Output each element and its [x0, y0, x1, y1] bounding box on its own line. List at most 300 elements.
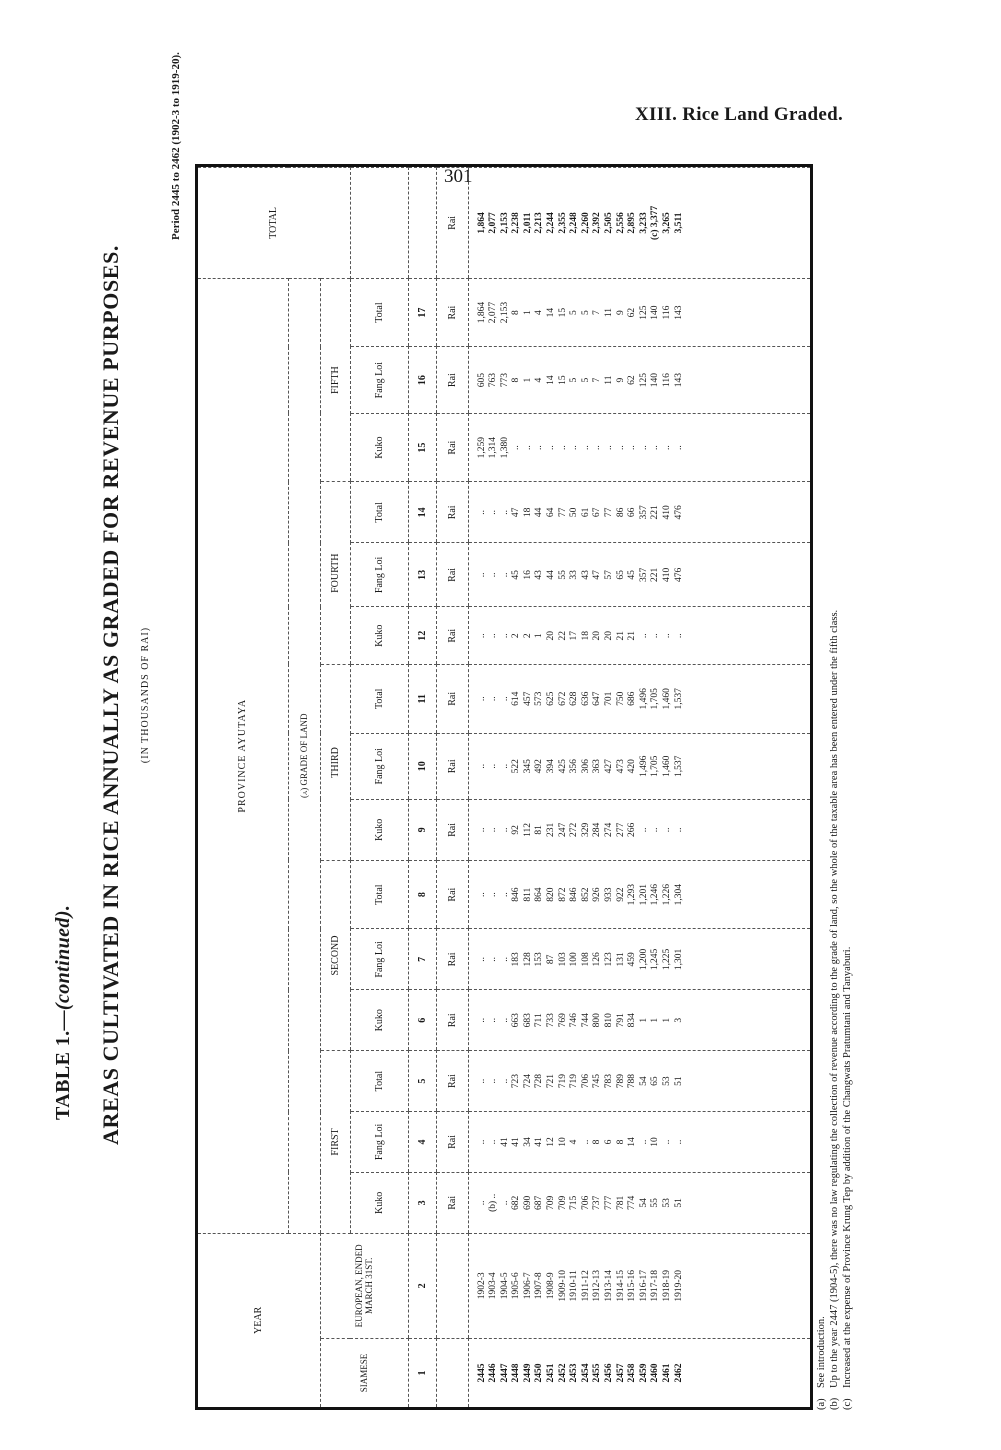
table-cell: 706: [580, 1195, 591, 1210]
table-cell: 1,460: [662, 688, 672, 710]
table-cell: 789: [615, 1073, 626, 1089]
table-cell: 67: [592, 507, 603, 518]
table-cell: ..: [580, 445, 591, 450]
table-cell: 1912-13: [592, 1269, 603, 1302]
unit-label: Rai: [436, 1051, 468, 1112]
column-number-row: [408, 168, 436, 1408]
table-cell: 1,226: [662, 883, 672, 906]
sub-total: Total: [350, 860, 408, 929]
table-cell: 2,077: [488, 301, 499, 324]
table-cell: ..: [476, 633, 487, 639]
table-cell: 410: [662, 567, 672, 582]
table-cell: 769: [557, 1013, 568, 1028]
table-cell: 788: [627, 1073, 638, 1089]
table-cell: ..: [557, 445, 568, 450]
table-cell: 733: [546, 1013, 557, 1028]
column-number: 11: [408, 664, 436, 733]
column-number: 5: [408, 1051, 436, 1112]
table-cell: 1: [534, 633, 545, 639]
sub-total: Total: [350, 278, 408, 347]
grade-fifth-heading: FIFTH: [320, 278, 350, 482]
table-cell: ..: [638, 445, 649, 450]
page-header: XIII. Rice Land Graded.: [634, 104, 843, 125]
sub-fang-loi: Fang Loi: [350, 1112, 408, 1173]
table-cell: ..: [650, 445, 661, 450]
period-note: Period 2445 to 2462 (1902-3 to 1919-20).: [170, 52, 182, 240]
table-cell: 2462: [673, 1363, 684, 1383]
table-cell: 18: [580, 630, 591, 641]
column-number: 10: [408, 733, 436, 799]
table-cell: ..: [476, 763, 487, 769]
column-number: 16: [408, 347, 436, 413]
table-cell: 77: [557, 507, 568, 518]
table-cell: ..: [499, 763, 510, 769]
table-cell: ..: [499, 1017, 510, 1023]
table-cell: 724: [522, 1073, 533, 1089]
table-cell: 820: [546, 887, 557, 902]
table-cell: 14: [627, 1137, 638, 1147]
table-cell: 926: [592, 887, 603, 902]
table-cell: 123: [604, 952, 615, 967]
sub-kuko: Kuko: [350, 799, 408, 860]
table-cell: 763: [488, 373, 499, 388]
table-cell: ..: [476, 957, 487, 962]
table-cell: 128: [522, 952, 533, 967]
table-cell: 1904-5: [499, 1272, 510, 1300]
table-cell: 711: [534, 1013, 545, 1028]
table-cell: 2: [522, 633, 533, 639]
table-cell: ..: [673, 445, 684, 450]
table-cell: 62: [627, 375, 638, 385]
table-cell: ..: [534, 445, 545, 450]
table-cell: 721: [546, 1073, 557, 1089]
table-cell: 47: [592, 570, 603, 580]
table-cell: 811: [522, 887, 533, 902]
fifth-fang-loi-column: [468, 347, 810, 413]
table-cell: 690: [522, 1195, 533, 1210]
table-cell: ..: [650, 633, 661, 639]
table-cell: ..: [673, 1139, 684, 1145]
table-cell: 277: [615, 822, 626, 838]
table-cell: 272: [569, 822, 580, 838]
table-cell: 773: [499, 373, 510, 388]
table-cell: 41: [534, 1137, 545, 1147]
table-cell: 2,392: [592, 212, 603, 234]
table-cell: 2,153: [499, 212, 510, 234]
table-cell: 22: [557, 630, 568, 641]
table-cell: 131: [615, 952, 626, 967]
column-number: 7: [408, 929, 436, 990]
table-cell: 783: [604, 1073, 615, 1089]
table-cell: 476: [673, 505, 684, 520]
table-cell: 2,260: [580, 212, 591, 234]
table-cell: 53: [662, 1198, 672, 1208]
table-cell: ..: [662, 445, 672, 450]
table-cell: 357: [638, 505, 649, 520]
table-cell: 125: [638, 373, 649, 388]
table-cell: 1,314: [488, 436, 499, 459]
table-cell: 2,895: [627, 212, 638, 234]
table-cell: 1,705: [650, 755, 661, 777]
table-cell: 2448: [511, 1363, 522, 1383]
table-cell: 1,301: [673, 948, 684, 971]
table-cell: ..: [488, 696, 499, 702]
table-cell: 2,238: [511, 212, 522, 234]
table-cell: 1,259: [476, 436, 487, 459]
unit-label: Rai: [436, 990, 468, 1051]
table-cell: 459: [627, 952, 638, 967]
units-note: (IN THOUSANDS OF RAI): [140, 626, 151, 764]
fourth-total-column: [468, 482, 810, 543]
table-cell: 810: [604, 1013, 615, 1028]
table-cell: 2456: [604, 1363, 615, 1383]
table-cell: 47: [511, 507, 522, 518]
table-cell: ..: [499, 1078, 510, 1084]
sub-fang-loi: Fang Loi: [350, 543, 408, 607]
table-cell: 1914-15: [615, 1269, 626, 1302]
table-cell: 728: [534, 1073, 545, 1089]
table-cell: 221: [650, 505, 661, 520]
unit-label: Rai: [436, 607, 468, 665]
table-cell: 21: [615, 630, 626, 641]
table-cell: 7: [592, 377, 603, 383]
table-cell: 3,233: [638, 212, 649, 234]
table-cell: 140: [650, 305, 661, 320]
table-cell: 356: [569, 759, 580, 774]
second-total-column: [468, 860, 810, 929]
grade-second-heading: SECOND: [320, 860, 350, 1050]
table-cell: 51: [673, 1198, 684, 1208]
sub-kuko: Kuko: [350, 607, 408, 665]
table-cell: 1,864: [476, 212, 487, 234]
column-number: 2: [408, 1233, 436, 1338]
table-cell: 1905-6: [511, 1272, 522, 1300]
footnote-text: See introduction.: [816, 1316, 827, 1388]
grand-total-column: [468, 168, 810, 279]
year-heading: YEAR: [198, 1233, 320, 1407]
table-cell: 719: [569, 1073, 580, 1089]
table-cell: 1: [638, 1017, 649, 1023]
table-cell: 1,200: [638, 948, 649, 971]
table-cell: 777: [604, 1195, 615, 1210]
table-cell: 636: [580, 691, 591, 706]
table-cell: 61: [580, 507, 591, 518]
page-number: 301: [444, 166, 473, 187]
table-title-main: TABLE 1.—: [52, 1010, 74, 1120]
first-fang-loi-column: [468, 1112, 810, 1173]
column-number: 4: [408, 1112, 436, 1173]
table-cell: ..: [488, 827, 499, 833]
column-number: 17: [408, 278, 436, 347]
table-cell: 647: [592, 691, 603, 706]
table-cell: ..: [673, 827, 684, 833]
table-cell: 394: [546, 759, 557, 774]
table-cell: 66: [627, 507, 638, 518]
table-cell: 2,213: [534, 212, 545, 234]
main-title: AREAS CULTIVATED IN RICE ANNUALLY AS GRADED FOR REVENUE PURPOSES.: [98, 244, 123, 1146]
footnote-key: (c): [842, 1398, 853, 1410]
table-cell: 687: [534, 1195, 545, 1210]
table-cell: 41: [511, 1137, 522, 1147]
table-cell: 50: [569, 507, 580, 518]
table-cell: 2449: [522, 1363, 533, 1383]
table-cell: ..: [638, 633, 649, 639]
table-cell: 51: [673, 1076, 684, 1086]
table-cell: 274: [604, 822, 615, 838]
sub-total: Total: [350, 664, 408, 733]
table-cell: ..: [638, 827, 649, 833]
unit-label: Rai: [436, 543, 468, 607]
table-cell: ..: [499, 509, 510, 515]
fourth-fang-loi-column: [468, 543, 810, 607]
column-number: 12: [408, 607, 436, 665]
table-cell: 2450: [534, 1363, 545, 1383]
table-cell: 1,293: [627, 883, 638, 906]
fifth-kuko-column: [468, 413, 810, 482]
table-cell: ..: [499, 696, 510, 702]
table-cell: 922: [615, 887, 626, 902]
subheading-row: [350, 168, 408, 1408]
table-cell: 20: [546, 630, 557, 641]
table-cell: ..: [615, 445, 626, 450]
table-cell: ..: [476, 1139, 487, 1145]
table-cell: 45: [511, 570, 522, 580]
table-cell: 933: [604, 887, 615, 902]
siamese-years-column: [468, 1338, 810, 1407]
siamese-heading: SIAMESE: [320, 1338, 408, 1407]
table-cell: 573: [534, 691, 545, 706]
table-cell: 116: [662, 373, 672, 388]
table-cell: 457: [522, 691, 533, 706]
table-cell: ..: [638, 1139, 649, 1145]
table-cell: 41: [499, 1137, 510, 1147]
table-cell: 1,496: [638, 755, 649, 777]
table-cell: 709: [557, 1195, 568, 1210]
data-table: [198, 167, 810, 1407]
table-cell: 686: [627, 691, 638, 706]
table-cell: ..: [488, 1078, 499, 1084]
table-cell: 3: [673, 1017, 684, 1023]
table-cell: 3,265: [662, 212, 672, 234]
table-cell: 706: [580, 1073, 591, 1089]
grade-first-heading: FIRST: [320, 1051, 350, 1234]
table-cell: 11: [604, 308, 615, 318]
table-cell: 719: [557, 1073, 568, 1089]
table-cell: ..: [488, 572, 499, 578]
unit-label: Rai: [436, 1172, 468, 1233]
table-cell: 64: [546, 507, 557, 518]
table-cell: 10: [650, 1137, 661, 1147]
table-cell: (c) 3,377: [650, 205, 661, 241]
table-cell: 2452: [557, 1363, 568, 1383]
grade-third-heading: THIRD: [320, 664, 350, 860]
footnote-key: (a): [816, 1398, 827, 1410]
table-cell: ..: [488, 1017, 499, 1023]
table-cell: ..: [499, 572, 510, 578]
table-cell: 2458: [627, 1363, 638, 1383]
table-cell: 1908-9: [546, 1272, 557, 1300]
table-cell: 16: [522, 570, 533, 580]
table-cell: 8: [511, 377, 522, 383]
column-number: 13: [408, 543, 436, 607]
column-number: 1: [408, 1338, 436, 1407]
table-cell: 750: [615, 691, 626, 706]
table-cell: ..: [476, 892, 487, 898]
table-cell: 744: [580, 1013, 591, 1028]
sub-fang-loi: Fang Loi: [350, 347, 408, 413]
table-cell: 5: [569, 310, 580, 315]
table-cell: 2445: [476, 1363, 487, 1383]
data-table-frame: [195, 164, 813, 1410]
table-cell: 1916-17: [638, 1269, 649, 1302]
column-number: 8: [408, 860, 436, 929]
province-heading: PROVINCE AYUTAYA: [198, 278, 288, 1233]
table-cell: 1907-8: [534, 1272, 545, 1300]
table-cell: 10: [557, 1137, 568, 1147]
second-kuko-column: [468, 990, 810, 1051]
sub-kuko: Kuko: [350, 413, 408, 482]
table-cell: 54: [638, 1198, 649, 1208]
european-heading: EUROPEAN, ENDED MARCH 31ST.: [320, 1233, 408, 1338]
table-cell: ..: [569, 445, 580, 450]
table-cell: 672: [557, 691, 568, 706]
table-cell: 1909-10: [557, 1269, 568, 1302]
table-cell: 745: [592, 1073, 603, 1089]
table-cell: 44: [534, 507, 545, 518]
table-cell: 1,537: [673, 755, 684, 777]
table-cell: 11: [604, 375, 615, 385]
table-cell: 2451: [546, 1363, 557, 1383]
table-cell: 14: [546, 375, 557, 385]
table-cell: 55: [557, 570, 568, 580]
table-cell: ..: [522, 445, 533, 450]
second-fang-loi-column: [468, 929, 810, 990]
table-cell: ..: [476, 509, 487, 515]
table-cell: 8: [592, 1139, 603, 1145]
table-cell: ..: [662, 633, 672, 639]
table-cell: 6: [604, 1139, 615, 1145]
third-kuko-column: [468, 799, 810, 860]
table-cell: ..: [499, 957, 510, 962]
table-cell: 663: [511, 1013, 522, 1028]
table-cell: 2,011: [522, 212, 533, 234]
table-cell: 2447: [499, 1363, 510, 1383]
table-cell: 12: [546, 1137, 557, 1147]
table-cell: 116: [662, 305, 672, 320]
table-cell: 140: [650, 373, 661, 388]
table-cell: 800: [592, 1013, 603, 1028]
table-cell: (b) ..: [488, 1193, 499, 1212]
table-cell: 1,537: [673, 688, 684, 710]
table-cell: 2446: [488, 1363, 499, 1383]
table-cell: ..: [546, 445, 557, 450]
table-cell: 18: [522, 507, 533, 518]
table-cell: 62: [627, 307, 638, 318]
footnote-text: Increased at the expense of Province Krung Tep by addition of the Changwats Pratumtani and Tanyaburi.: [842, 946, 853, 1388]
footnote-key: (b): [829, 1397, 840, 1410]
table-cell: 410: [662, 505, 672, 520]
table-cell: 1,246: [650, 883, 661, 906]
table-cell: 682: [511, 1195, 522, 1210]
table-cell: 45: [627, 570, 638, 580]
table-cell: 1,201: [638, 883, 649, 906]
table-cell: 153: [534, 952, 545, 967]
table-cell: 1,705: [650, 688, 661, 710]
table-cell: 846: [511, 887, 522, 902]
table-cell: 108: [580, 952, 591, 967]
table-cell: 20: [592, 630, 603, 641]
table-cell: ..: [476, 827, 487, 833]
table-cell: ..: [476, 1017, 487, 1023]
table-cell: ..: [476, 1200, 487, 1206]
table-cell: 1: [522, 377, 533, 383]
unit-label: Rai: [436, 278, 468, 347]
footnote: [815, 610, 828, 1410]
table-cell: ..: [662, 827, 672, 833]
table-cell: 15: [557, 375, 568, 385]
table-cell: ..: [476, 1078, 487, 1084]
table-cell: ..: [627, 445, 638, 450]
first-total-column: [468, 1051, 810, 1112]
table-cell: 614: [511, 691, 522, 706]
fifth-total-column: [468, 278, 810, 347]
table-cell: 329: [580, 822, 591, 838]
table-cell: 2,248: [569, 212, 580, 234]
table-cell: 2,153: [499, 301, 510, 324]
table-cell: 221: [650, 567, 661, 582]
table-cell: 65: [615, 570, 626, 580]
table-cell: 781: [615, 1195, 626, 1210]
table-cell: 1: [522, 310, 533, 315]
table-cell: 8: [511, 310, 522, 315]
table-cell: ..: [488, 633, 499, 639]
table-cell: 2459: [638, 1363, 649, 1383]
column-number: 3: [408, 1172, 436, 1233]
table-cell: 14: [546, 307, 557, 318]
table-cell: 628: [569, 691, 580, 706]
table-cell: 247: [557, 822, 568, 838]
table-cell: 1,245: [650, 948, 661, 971]
table-cell: 1903-4: [488, 1272, 499, 1300]
table-cell: 143: [673, 373, 684, 388]
european-years-column: [468, 1233, 810, 1338]
table-cell: ..: [499, 1200, 510, 1206]
column-number-blank: [408, 168, 436, 279]
column-number: 14: [408, 482, 436, 543]
sub-fang-loi: Fang Loi: [350, 929, 408, 990]
unit-label: Rai: [436, 347, 468, 413]
table-cell: 1906-7: [522, 1272, 533, 1300]
table-cell: ..: [488, 763, 499, 769]
table-cell: 53: [662, 1076, 672, 1086]
table-cell: 1,304: [673, 883, 684, 906]
table-cell: 864: [534, 887, 545, 902]
table-cell: 17: [569, 630, 580, 641]
table-cell: 87: [546, 954, 557, 965]
table-cell: ..: [511, 445, 522, 450]
table-cell: 701: [604, 691, 615, 706]
table-cell: 86: [615, 507, 626, 518]
table-cell: 846: [569, 887, 580, 902]
table-cell: 492: [534, 759, 545, 774]
sub-total: Total: [350, 482, 408, 543]
grade-fourth-heading: FOURTH: [320, 482, 350, 665]
table-cell: 8: [615, 1139, 626, 1145]
column-number: 6: [408, 990, 436, 1051]
table-cell: 2,077: [488, 212, 499, 234]
table-cell: 872: [557, 887, 568, 902]
table-cell: 9: [615, 310, 626, 315]
